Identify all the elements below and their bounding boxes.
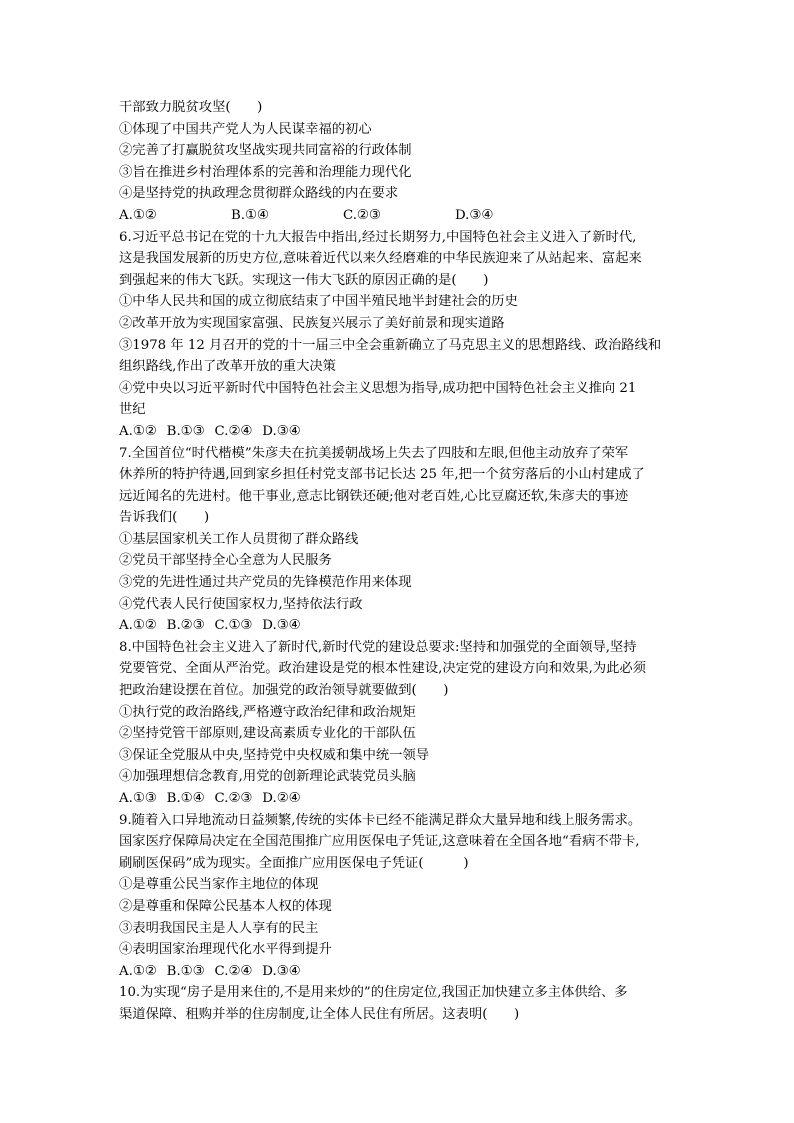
q9-option-b: B.①③: [166, 963, 205, 979]
q8-stem-line-3: 把政治建设摆在首位。加强党的政治领导就要做到( ): [119, 683, 449, 699]
q8-options: [119, 788, 679, 810]
q6-item-2: ②改革开放为实现国家富强、民族复兴展示了美好前景和现实道路: [119, 315, 505, 331]
q8-option-d: D.②④: [262, 791, 301, 806]
q7-options: [119, 615, 679, 637]
q5-option-a: A.①②: [119, 207, 157, 223]
q5-item-4: ④是坚持党的执政理念贯彻群众路线的内在要求: [119, 186, 399, 202]
question-content: [119, 97, 679, 1026]
q7-option-b: B.②③: [166, 618, 205, 634]
q9-option-a: A.①②: [119, 963, 157, 979]
q6-options: [119, 421, 679, 443]
q10-stem-line-1: 10.为实现“房子是用来住的,不是用来炒的”的住房定位,我国正加快建立多主体供给、多: [119, 985, 628, 1001]
q7-item-3: ③党的先进性通过共产党员的先锋模范作用来体现: [119, 575, 412, 591]
q6-stem-line-2: 这是我国发展新的历史方位,意味着近代以来久经磨难的中华民族迎来了从站起来、富起来: [119, 251, 642, 267]
q7-stem-line-4: 告诉我们( ): [119, 510, 210, 526]
q9-item-4: ④表明国家治理现代化水平得到提升: [119, 942, 332, 958]
q7-item-4: ④党代表人民行使国家权力,坚持依法行政: [119, 596, 363, 612]
q8-item-3: ③保证全党服从中央,坚持党中央权威和集中统一领导: [119, 747, 430, 763]
q7-option-a: A.①②: [119, 618, 157, 634]
q6-option-c: C.②④: [214, 423, 253, 439]
q6-stem-line-1: 6.习近平总书记在党的十九大报告中指出,经过长期努力,中国特色社会主义进入了新时代,: [119, 229, 637, 245]
q9-stem-line-2: 国家医疗保障局决定在全国范围推广应用医保电子凭证,这意味着在全国各地“看病不带卡,: [119, 834, 640, 850]
q5-item-1: ①体现了中国共产党人为人民谋幸福的初心: [119, 121, 372, 137]
q8-stem-line-1: 8.中国特色社会主义进入了新时代,新时代党的建设总要求:坚持和加强党的全面领导,坚持: [119, 639, 637, 655]
q9-option-c: C.②④: [214, 963, 253, 979]
q5-stem-end: 干部致力脱贫攻坚( ): [119, 100, 263, 115]
q9-stem-line-1: 9.随着入口异地流动日益频繁,传统的实体卡已经不能满足群众大量异地和线上服务需求。: [119, 812, 642, 828]
q5-option-d: D.③④: [455, 207, 494, 223]
q8-option-c: C.②③: [214, 791, 253, 806]
q7-option-d: D.③④: [262, 618, 301, 634]
q7-option-c: C.①③: [214, 618, 253, 634]
q9-item-3: ③表明我国民主是人人享有的民主: [119, 920, 319, 936]
q7-stem-line-1: 7.全国首位“时代楷模”朱彦夫在抗美援朝战场上失去了四肢和左眼,但他主动放弃了荣军: [119, 445, 629, 461]
q8-option-a: A.①③: [119, 791, 157, 806]
q7-item-1: ①基层国家机关工作人员贯彻了群众路线: [119, 531, 359, 547]
q8-item-4: ④加强理想信念教育,用党的创新理论武装党员头脑: [119, 769, 416, 785]
q9-options: [119, 961, 679, 983]
q9-item-1: ①是尊重公民当家作主地位的体现: [119, 877, 319, 893]
q7-stem-line-2: 休养所的特护待遇,回到家乡担任村党支部书记长达 25 年,把一个贫穷落后的小山村建成了: [119, 467, 645, 483]
q8-stem-line-2: 党要管党、全面从严治党。政治建设是党的根本性建设,决定党的建设方向和效果,为此必须: [119, 661, 647, 677]
q6-stem-line-3: 到强起来的伟大飞跃。实现这一伟大飞跃的原因正确的是( ): [119, 272, 489, 288]
q8-option-b: B.①④: [166, 791, 205, 806]
q6-option-d: D.③④: [262, 423, 301, 439]
q6-item-3: ③1978 年 12 月召开的党的十一届三中全会重新确立了马克思主义的思想路线、政治路线和: [119, 337, 662, 353]
q6-item-4-cont: 世纪: [119, 402, 146, 418]
q7-stem-line-3: 远近闻名的先进村。他干事业,意志比钢铁还硬;他对老百姓,心比豆腐还软,朱彦夫的事迹: [119, 488, 629, 504]
q6-item-1: ①中华人民共和国的成立彻底结束了中国半殖民地半封建社会的历史: [119, 294, 518, 310]
q6-option-a: A.①②: [119, 423, 157, 439]
q7-item-2: ②党员干部坚持全心全意为人民服务: [119, 553, 332, 569]
q9-stem-line-3: 刷刷医保码”成为现实。全面推广应用医保电子凭证( ): [119, 855, 469, 871]
q8-item-1: ①执行党的政治路线,严格遵守政治纪律和政治规矩: [119, 704, 416, 720]
q6-item-3-cont: 组织路线,作出了改革开放的重大决策: [119, 359, 336, 375]
q10-stem-line-2: 渠道保障、租购并举的住房制度,让全体人民住有所居。这表明( ): [119, 1006, 520, 1022]
q9-option-d: D.③④: [262, 963, 301, 979]
q5-item-2: ②完善了打赢脱贫攻坚战实现共同富裕的行政体制: [119, 143, 412, 159]
q6-item-4: ④党中央以习近平新时代中国特色社会主义思想为指导,成功把中国特色社会主义推向 21: [119, 380, 637, 396]
q5-item-3: ③旨在推进乡村治理体系的完善和治理能力现代化: [119, 164, 412, 180]
q5-option-c: C.②③: [343, 207, 381, 223]
q5-option-b: B.①④: [231, 207, 269, 223]
q5-options: [119, 205, 679, 227]
q9-item-2: ②是尊重和保障公民基本人权的体现: [119, 898, 332, 914]
q6-option-b: B.①③: [166, 423, 205, 439]
q8-item-2: ②坚持党管干部原则,建设高素质专业化的干部队伍: [119, 726, 416, 742]
